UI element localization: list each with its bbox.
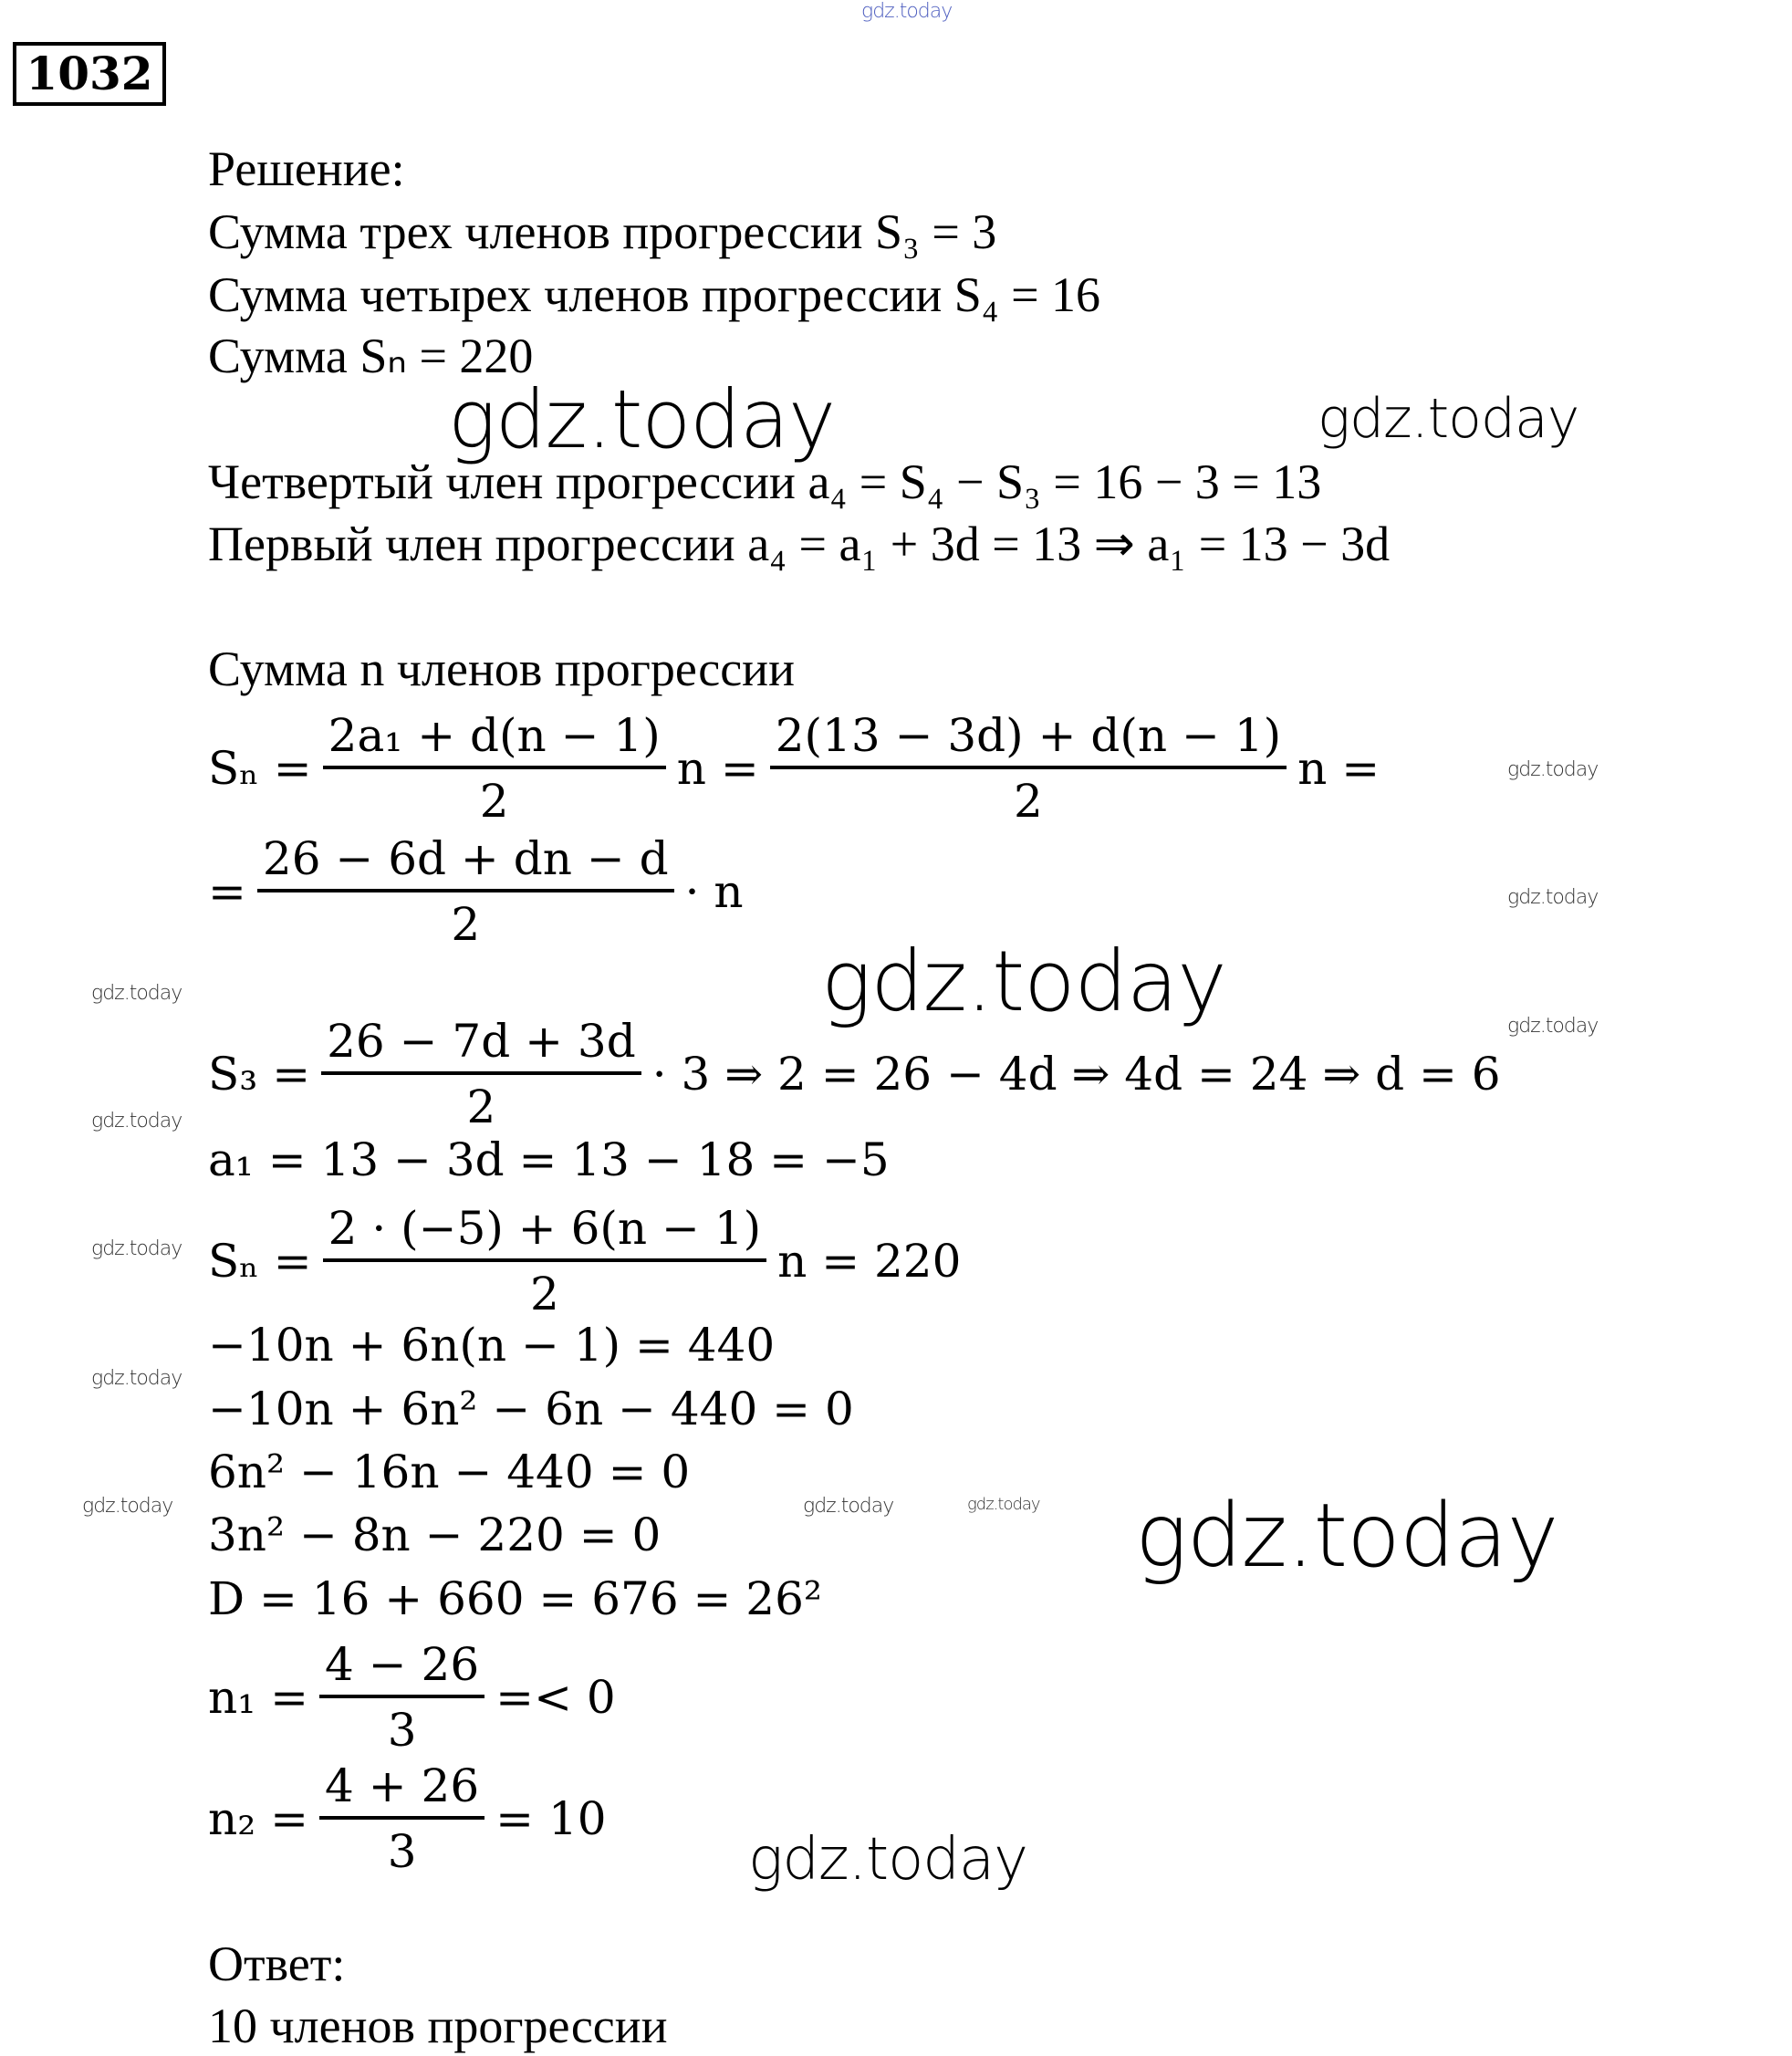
eq-lhs: S₃ = [208,1048,311,1101]
eq-lhs: Sₙ = [208,1235,312,1288]
fraction [257,832,674,951]
denominator: 2 [479,775,509,828]
fraction [770,709,1287,828]
denominator: 2 [529,1268,559,1320]
eq-tail: n = [1297,742,1380,795]
watermark: gdz.today [91,1367,182,1390]
numerator: 26 − 7d + 3d [321,1018,641,1075]
eq-tail: = 10 [495,1792,607,1845]
watermark: gdz.today [82,1495,173,1518]
equation-n1 [208,1638,616,1757]
fraction [323,709,666,828]
eq-tail: · 3 ⇒ 2 = 26 − 4d ⇒ 4d = 24 ⇒ d = 6 [651,1048,1501,1101]
watermark: gdz.today [91,1110,182,1132]
equation-sn-general [208,709,1380,828]
step-a4: Четвертый член прогрессии a₄ = S₄ − S₃ = 16 − 3 = 13 [208,454,1322,509]
sum-n-heading: Сумма n членов прогрессии [208,642,795,696]
equation-7: −10n + 6n² − 6n − 440 = 0 [208,1383,854,1435]
heading: Решение: [208,141,405,196]
watermark: gdz.today [91,982,182,1005]
denominator: 2 [466,1080,496,1133]
eq-tail: · n [684,865,744,918]
eq-lhs: n₂ = [208,1792,309,1845]
problem-number: 1032 [13,42,166,106]
denominator: 2 [1014,775,1043,828]
numerator: 4 + 26 [319,1763,484,1820]
watermark: gdz.today [861,0,953,23]
eq-tail: n = 220 [777,1235,962,1288]
watermark: gdz.today [748,1826,1027,1894]
equation-s3 [208,1015,1501,1133]
fraction [319,1638,484,1757]
watermark: gdz.today [1507,886,1599,909]
numerator: 26 − 6d + dn − d [257,836,674,892]
eq-tail: =< 0 [495,1671,616,1724]
numerator: 4 − 26 [319,1642,484,1698]
denominator: 3 [387,1825,417,1878]
eq-lhs: n₁ = [208,1671,309,1724]
numerator: 2 · (−5) + 6(n − 1) [323,1205,766,1262]
equation-discriminant: D = 16 + 660 = 676 = 26² [208,1572,822,1625]
denominator: 2 [451,898,481,951]
equation-sn-220 [208,1202,962,1320]
watermark: gdz.today [1318,387,1579,451]
answer-text: 10 членов прогрессии [208,1999,668,2053]
watermark: gdz.today [1507,1015,1599,1038]
answer-label: Ответ: [208,1936,346,1991]
watermark: gdz.today [967,1495,1040,1514]
denominator: 3 [387,1704,417,1757]
given-sn: Сумма Sₙ = 220 [208,329,534,383]
equation-n2 [208,1759,607,1878]
equation-a1: a₁ = 13 − 3d = 13 − 18 = −5 [208,1133,890,1186]
fraction [319,1759,484,1878]
equation-sn-simplified [208,832,744,951]
watermark: gdz.today [803,1495,894,1518]
eq-mid: n = [676,742,759,795]
equation-9: 3n² − 8n − 220 = 0 [208,1508,662,1561]
watermark: gdz.today [1507,758,1599,781]
equation-6: −10n + 6n(n − 1) = 440 [208,1319,776,1372]
watermark: gdz.today [821,933,1226,1030]
eq-lhs: = [208,865,246,918]
watermark: gdz.today [1135,1485,1558,1587]
fraction [323,1202,766,1320]
given-s3: Сумма трех членов прогрессии S₃ = 3 [208,204,997,259]
eq-lhs: Sₙ = [208,742,312,795]
given-s4: Сумма четырех членов прогрессии S₄ = 16 [208,267,1101,322]
watermark: gdz.today [91,1237,182,1260]
numerator: 2a₁ + d(n − 1) [323,713,666,769]
fraction [321,1015,641,1133]
step-a1: Первый член прогрессии a₄ = a₁ + 3d = 13 ⇒ a₁ = 13 − 3d [208,517,1391,571]
numerator: 2(13 − 3d) + d(n − 1) [770,713,1287,769]
watermark: gdz.today [448,372,836,466]
equation-8: 6n² − 16n − 440 = 0 [208,1445,691,1498]
